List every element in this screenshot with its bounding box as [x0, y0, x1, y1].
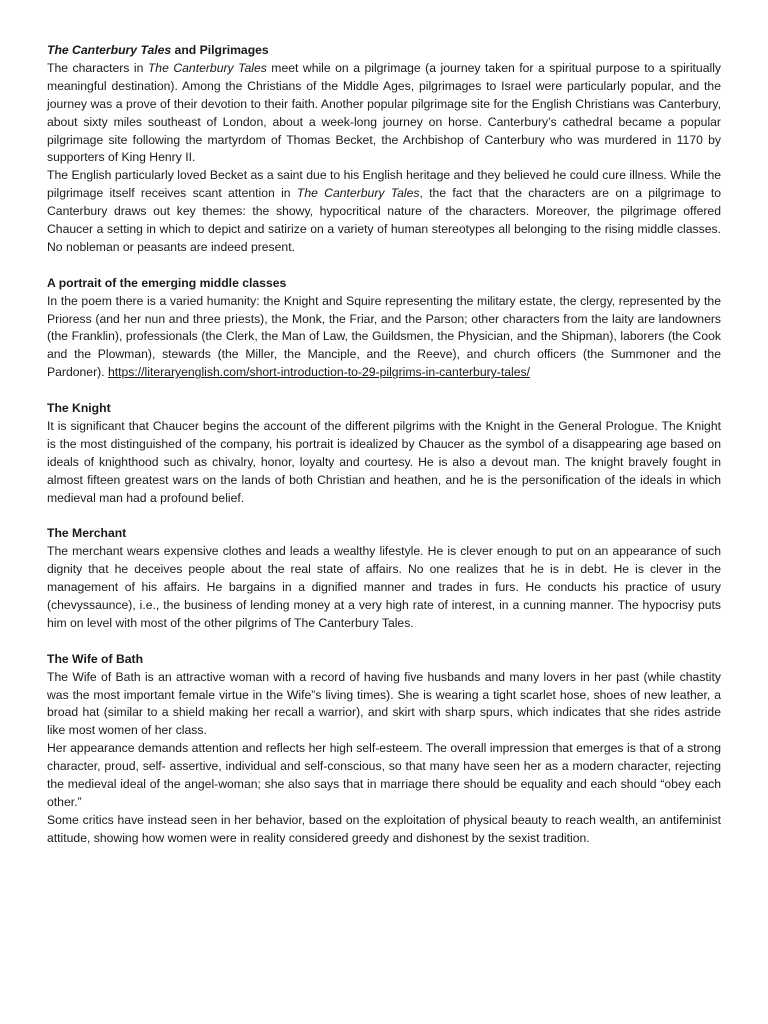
- text-run: The English particularly loved Becket as a saint due to his English heritage and they believed he could cure illness. While the pilgrimage itself receives scant attention in: [47, 168, 721, 201]
- section-middle-classes: [47, 275, 721, 382]
- italic-title-run: The Canterbury Tales: [296, 186, 420, 201]
- heading-title-rest: and Pilgrimages: [171, 43, 269, 57]
- section-heading: The Knight: [47, 401, 111, 416]
- section-heading: [47, 42, 721, 60]
- section-pilgrimages: [47, 42, 721, 257]
- italic-title-run: The Canterbury Tales: [147, 60, 267, 75]
- paragraph: The merchant wears expensive clothes and leads a wealthy lifestyle. He is clever enough to put on an appearance of such dignity that he deceives people about the real state of affairs. No one realizes that he is in debt. He is clever in the management of his affairs. He bargains in a dignified manner and trades in furs. He conducts his practice of usury (chevyssaunce), i.e., the business of lending money at a very high rate of interest, in a cunning manner. The hypocrisy puts him on level with most of the other pilgrims of The Canterbury Tales.: [47, 544, 721, 630]
- section-heading: The Merchant: [47, 526, 127, 541]
- paragraph: Some critics have instead seen in her behavior, based on the exploitation of physical beauty to reach wealth, an antifeminist attitude, showing how women were in reality considered greedy and dishonest by the sexist tradition.: [47, 812, 721, 845]
- text-run: , the fact that the characters are on a pilgrimage to Canterbury draws out key themes: the showy, hypocritical nature of the characters. Moreover, the pilgrimage offered Chaucer a setting in which to depict and satirize on a variety of human stereotypes all belonging to the rising middle classes. No nobleman or peasants are indeed present.: [47, 186, 721, 254]
- section-merchant: [47, 525, 721, 632]
- paragraph: It is significant that Chaucer begins the account of the different pilgrims with the Knight in the General Prologue. The Knight is the most distinguished of the company, his portrait is idealized by Chaucer as the symbol of a disappearing age based on ideals of knighthood such as chivalry, honor, loyalty and courtesy. He is also a devout man. The knight bravely fought in almost fifteen greatest wars on the lands of both Christian and heathen, and he is the personification of the ideals in which medieval man had a profound belief.: [47, 419, 721, 505]
- section-wife-of-bath: [47, 651, 721, 848]
- text-run: In the poem there is a varied humanity: the Knight and Squire representing the military estate, the clergy, represented by the Prioress (and her nun and three priests), the Monk, the Friar, and the Parson; other characters from the laity are landowners (the Franklin), professionals (the Clerk, the Man of Law, the Guildsmen, the Physician, and the Shipman), laborers (the Cook and the Plowman), stewards (the Miller, the Manciple, and the Reeve), and church officers (the Summoner and the Pardoner).: [47, 293, 721, 380]
- paragraph: [47, 167, 721, 257]
- text-run: The characters in: [47, 60, 148, 75]
- section-heading: The Wife of Bath: [47, 651, 144, 666]
- section-knight: [47, 400, 721, 507]
- heading-italic-title: The Canterbury Tales: [47, 43, 172, 57]
- paragraph: Her appearance demands attention and reflects her high self-esteem. The overall impression that emerges is that of a strong character, proud, self- assertive, individual and self-conscious, so that many have seen her as a modern character, rejecting the medieval ideal of the angel-woman; she also says that in marriage there should be equality and each should “obey each other.”: [47, 741, 721, 809]
- text-run: meet while on a pilgrimage (a journey taken for a spiritual purpose to a spiritually meaningful destination). Among the Christians of the Middle Ages, pilgrimages to Israel were particularly popular, and the journey was a prove of their devotion to their faith. Another popular pilgrimage site for the English Christians was Canterbury, about sixty miles southeast of London, about a week-long journey on horse. Canterbury’s cathedral became a popular pilgrimage site following the martyrdom of Thomas Becket, the Archbishop of Canterbury who was murdered in 1170 by supporters of King Henry II.: [47, 60, 721, 165]
- paragraph: The Wife of Bath is an attractive woman with a record of having five husbands and many lovers in her past (while chastity was the most important female virtue in the Wife”s living times). She is wearing a tight scarlet hose, shoes of new leather, a broad hat (similar to a shield making her recall a warrior), and skirt with sharp spurs, which indicates that she rides astride like most women of her class.: [47, 669, 721, 738]
- source-link[interactable]: https://literaryenglish.com/short-introduction-to-29-pilgrims-in-canterbury-tales/: [107, 365, 530, 380]
- section-heading: A portrait of the emerging middle classes: [47, 275, 287, 290]
- paragraph: [47, 60, 721, 167]
- paragraph: [47, 293, 721, 383]
- document-page: [47, 42, 721, 866]
